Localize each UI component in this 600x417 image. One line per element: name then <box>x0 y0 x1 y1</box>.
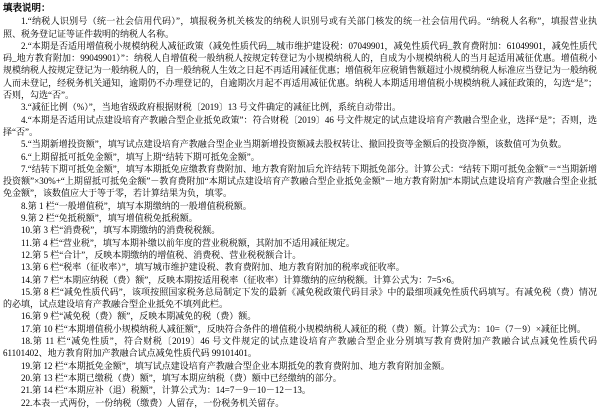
document-title: 填表说明： <box>3 4 51 14</box>
instruction-item-11: 11.第 4 栏“营业税”，填写本期补缴以前年度的营业税税额，其附加不适用减征规定。 <box>21 237 355 248</box>
instruction-item-9: 9.第 2 栏“免抵税额”，填写增值税免抵税额。 <box>21 213 198 224</box>
instruction-item-13: 13.第 6 栏“税率（征收率）”，填写城市维护建设税、教育费附加、地方教育附加的税率或征收率。 <box>21 262 405 273</box>
instruction-item-4: 4.“本期是否适用试点建设培育产教融合型企业抵免政策”：符合财税〔2019〕46 号文件规定的试点建设培育产教融合型企业，选择“是”；否则，选择“否”。 <box>3 114 597 137</box>
instruction-item-16: 16.第 9 栏“减免税（费）额”，反映本期减免的税（费）额。 <box>21 311 257 322</box>
instruction-item-7: 7.“结转下期可抵免金额”，填写本期抵免应缴教育费附加、地方教育附加后允许结转下期抵免部分。计算公式：“结转下期可抵免金额”＝“当期新增投资额”×30%+“上期留抵可抵免金额”－教育费附加“本期试点建设培育产教融合型企业抵免金额”－地方教育附加“本期试点建设培育产教融合型企业抵免金额”，该数值应大于等于零，若计算结果为负，填零。 <box>3 163 597 199</box>
instruction-item-15: 15.第 8 栏“减免性质代码”，该项按照国家税务总局制定下发的最新《减免税政策代码目录》中的最细项减免性质代码填写。有减免税（费）情况的必填，试点建设培育产教融合型企业抵免不填列此栏。 <box>3 286 597 310</box>
instruction-item-19: 19.第 12 栏“本期抵免金额”，填写试点建设培育产教融合型企业本期抵免的教育费附加、地方教育附加金额。 <box>21 360 450 371</box>
instruction-item-20: 20.第 13 栏“本期已缴税（费）额”，填写本期应纳税（费）额中已经缴纳的部分。 <box>21 372 342 383</box>
instruction-item-8: 8.第 1 栏“一般增值税”，填写本期缴纳的一般增值税税额。 <box>21 200 252 211</box>
instruction-item-17: 17.第 10 栏“本期增值税小规模纳税人减征额”，反映符合条件的增值税小规模纳税人减征的税（费）额。计算公式为：10=（7－9）×减征比例。 <box>21 323 586 334</box>
instruction-item-18: 18.第 11 栏“减免性质”，符合财税〔2019〕46 号文件规定的试点建设培育产教融合型企业分别填写教育费附加产教融合试点减免性质代码 61101402、地方教育附加产教融合试点减免性质代码 99101401。 <box>3 336 597 359</box>
instruction-item-6: 6.“上期留抵可抵免金额”，填写上期“结转下期可抵免金额”。 <box>21 151 260 162</box>
instruction-item-3: 3.“减征比例（%）”，当地省级政府根据财税〔2019〕13 号文件确定的减征比例，系统自动带出。 <box>21 102 401 113</box>
instruction-item-12: 12.第 5 栏“合计”，反映本期缴纳的增值税、消费税、营业税税额合计。 <box>21 249 302 260</box>
instruction-item-22: 22.本表一式两份，一份纳税（缴费）人留存，一份税务机关留存。 <box>21 397 285 408</box>
instruction-item-5: 5.“当期新增投资额”，填写试点建设培育产教融合型企业当期新增投资额减去股权转让、撤回投资等金额后的投资净额，该数值可为负数。 <box>21 139 567 150</box>
instruction-item-2: 2.“本期是否适用增值税小规模纳税人减征政策（减免性质代码__城市维护建设税：07049901，减免性质代码_教育费附加：61049901，减免性质代码_地方教育附加：99049901）”：纳税人自增值税一般纳税人按规定转登记为小规模纳税人的，自成为小规模纳税人的当月起适用减征优惠。增值税小规模纳税人按规定登记为一般纳税人的，自一般纳税人生效之日起不再适用减征优惠；增值税年应税销售额超过小规模纳税人标准应当登记为一般纳税人而未登记，经税务机关通知，逾期仍不办理登记的，自逾期次月起不再适用减征优惠。纳税人本期适用增值税小规模纳税人减征政策的，勾选“是”；否则，勾选“否”。 <box>3 40 598 101</box>
instruction-item-21: 21.第 14 栏“本期应补（退）税额”，计算公式为：14=7－9－10－12－13。 <box>21 385 311 396</box>
instruction-item-1: 1.“纳税人识别号（统一社会信用代码）”，填报税务机关核发的纳税人识别号或有关部门核发的统一社会信用代码。“纳税人名称”，填报营业执照、税务登记证等证件载明的纳税人名称。 <box>3 16 597 39</box>
instruction-item-10: 10.第 3 栏“消费税”，填写本期缴纳的消费税税额。 <box>21 225 221 236</box>
instruction-item-14: 14.第 7 栏“本期应纳税（费）额”，反映本期按适用税率（征收率）计算缴纳的应纳税额。计算公式为：7=5×6。 <box>21 274 460 285</box>
